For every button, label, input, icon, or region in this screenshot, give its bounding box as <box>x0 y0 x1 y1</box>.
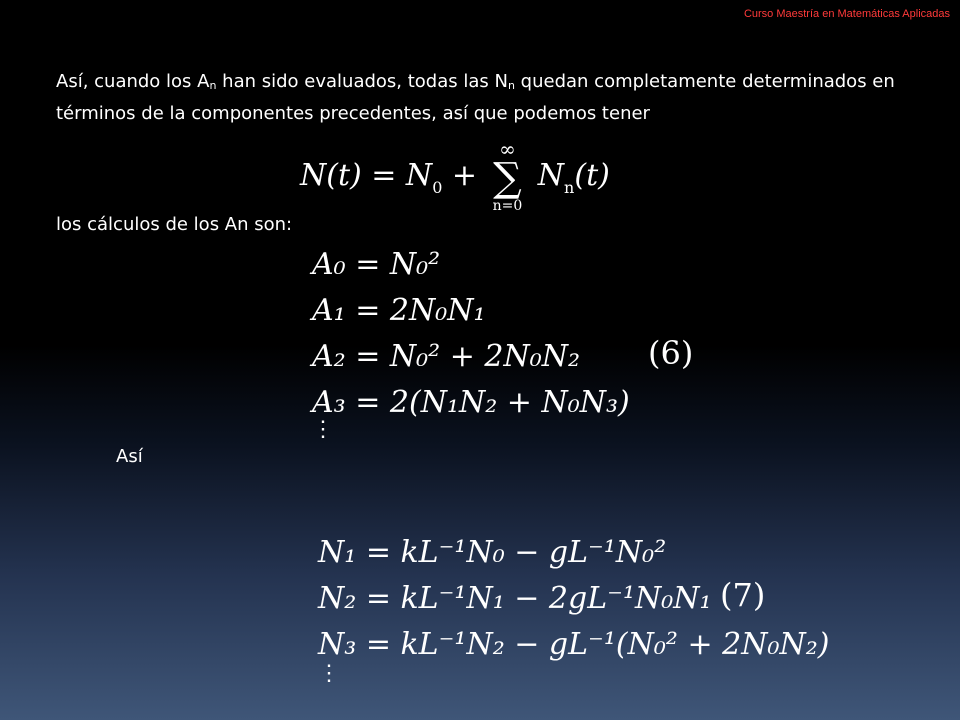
intro-paragraph: Así, cuando los An han sido evaluados, todas las Nn quedan completamente determinados en términos de la componentes precedentes, así que podemos tener <box>56 71 895 124</box>
continuation-dots: ⋮ <box>312 417 334 442</box>
an-calculations-label: los cálculos de los An son: <box>56 214 293 235</box>
asi-label: Así <box>116 446 143 467</box>
equation-number-6: (6) <box>648 334 694 372</box>
subscript-n: n <box>209 79 217 92</box>
equation-a0: A₀ = N₀² <box>312 247 441 282</box>
continuation-dots: ⋮ <box>318 661 340 686</box>
equation-n3: N₃ = kL⁻¹N₂ − gL⁻¹(N₀² + 2N₀N₂) <box>318 627 830 662</box>
subscript-n: n <box>507 79 515 92</box>
series-equation: $N(t) = N_0$ + ∞ ∑ n=0 $N_n(t)$ <box>300 137 610 214</box>
equation-a1: A₁ = 2N₀N₁ <box>312 293 486 328</box>
equation-a3: A₃ = 2(N₁N₂ + N₀N₃) <box>312 385 630 420</box>
course-header: Curso Maestría en Matemáticas Aplicadas <box>743 8 950 20</box>
equation-n2: N₂ = kL⁻¹N₁ − 2gL⁻¹N₀N₁ <box>318 581 712 616</box>
equation-a2: A₂ = N₀² + 2N₀N₂ <box>312 339 581 374</box>
equation-n1: N₁ = kL⁻¹N₀ − gL⁻¹N₀² <box>318 535 667 570</box>
equation-number-7: (7) <box>720 576 766 614</box>
summation-symbol: ∞ ∑ n=0 <box>492 137 523 214</box>
